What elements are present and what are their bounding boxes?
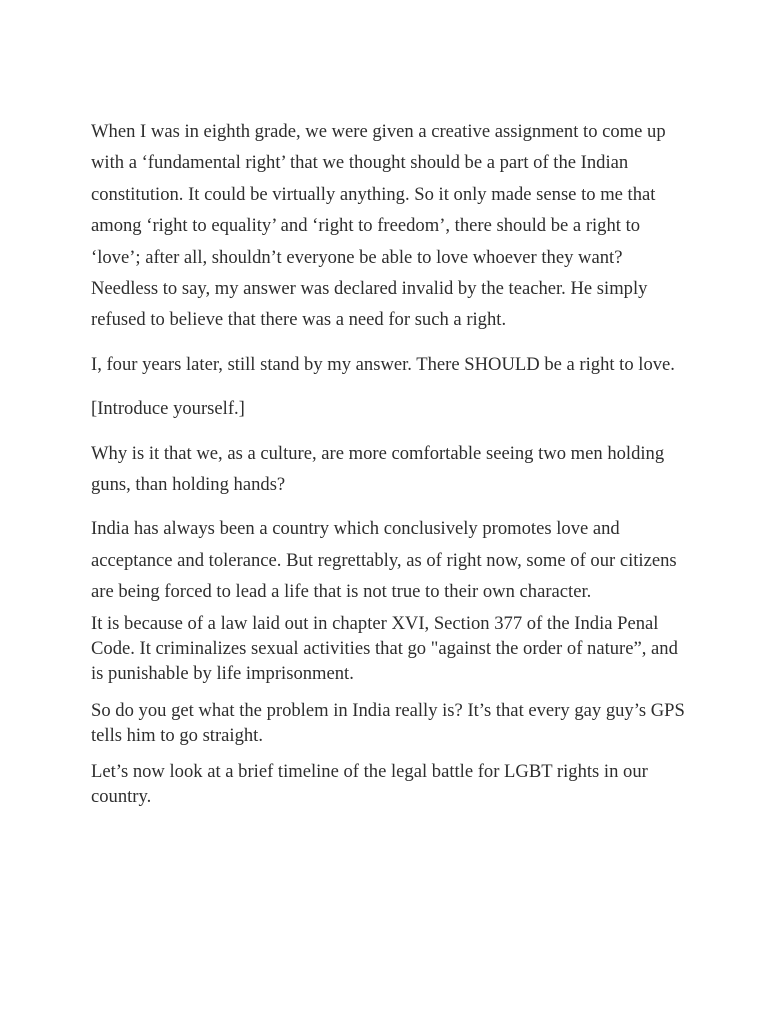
- paragraph-gps-joke: So do you get what the problem in India really is? It’s that every gay guy’s GPS tells him to go straight.: [91, 699, 685, 746]
- paragraph-right-to-love: I, four years later, still stand by my answer. There SHOULD be a right to love.: [91, 353, 675, 375]
- paragraph-section-377: It is because of a law laid out in chapter XVI, Section 377 of the India Penal Code. It criminalizes sexual activities that go "against the order of nature”, and is punishable by life imprisonment.: [91, 612, 678, 685]
- paragraph-eighth-grade-story: When I was in eighth grade, we were given a creative assignment to come up with a ‘fundamental right’ that we thought should be a part of the Indian constitution. It could be virtually anything. So it only made sense to me that among ‘right to equality’ and ‘right to freedom’, there should be a right to ‘love’; after all, shouldn’t everyone be able to love whoever they want? Needless to say, my answer was declared invalid by the teacher. He simply refused to believe that there was a need for such a right.: [91, 121, 666, 331]
- paragraph-introduce-yourself: [Introduce yourself.]: [91, 398, 245, 420]
- paragraph-guns-hands-question: Why is it that we, as a culture, are more comfortable seeing two men holding guns, than holding hands?: [91, 442, 665, 496]
- paragraph-timeline-intro: Let’s now look at a brief timeline of the legal battle for LGBT rights in our country.: [91, 761, 648, 808]
- paragraph-india-acceptance: India has always been a country which conclusively promotes love and acceptance and tolerance. But regrettably, as of right now, some of our citizens are being forced to lead a life that is not true to their own character.: [91, 518, 677, 603]
- document-body: [91, 116, 691, 810]
